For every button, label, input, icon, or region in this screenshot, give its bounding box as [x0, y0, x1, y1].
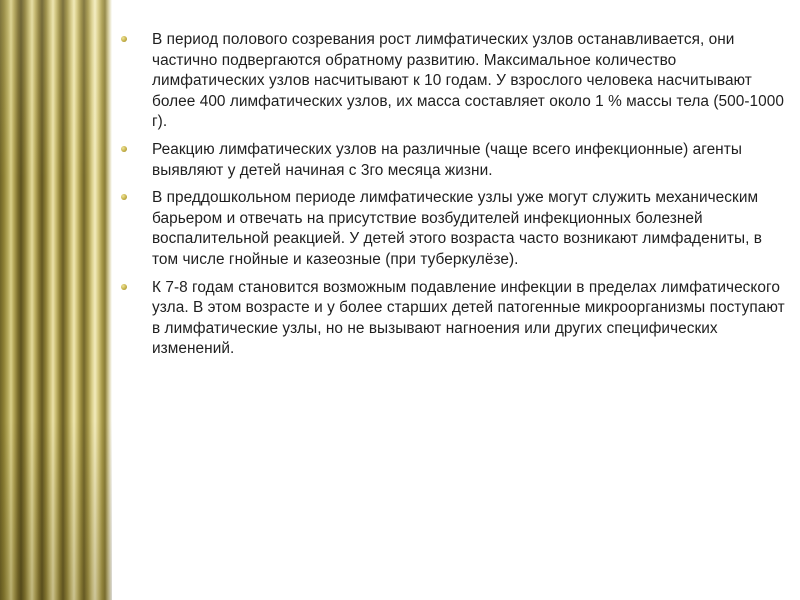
bullet-text: К 7-8 годам становится возможным подавление инфекции в пределах лимфатического узла. В этом возрасте и у более старших детей патогенные микроорганизмы поступают в лимфатические узлы, но не вызывают нагноения или других специфических изменений. — [152, 278, 785, 358]
slide-content — [118, 30, 786, 367]
bullet-dot-icon — [121, 36, 127, 42]
bullet-text: В период полового созревания рост лимфатических узлов останавливается, они частично подвергаются обратному развитию. Максимальное количество лимфатических узлов насчитывают к 10 годам. У взрослого человека насчитывают более 400 лимфатических узлов, их масса составляет около 1 % массы тела (500-1000 г). — [152, 31, 784, 131]
bullet-list — [118, 30, 786, 360]
bullet-item — [118, 30, 786, 133]
bullet-item — [118, 188, 786, 270]
bullet-text: В преддошкольном периоде лимфатические узлы уже могут служить механическим барьером и отвечать на присутствие возбудителей инфекционных болезней воспалительной реакцией. У детей этого возраста часто возникают лимфадениты, в том числе гнойные и казеозные (при туберкулёзе). — [152, 189, 762, 268]
bullet-item — [118, 140, 786, 181]
bullet-item — [118, 278, 786, 360]
bullet-dot-icon — [121, 194, 127, 200]
bullet-text: Реакцию лимфатических узлов на различные (чаще всего инфекционные) агенты выявляют у детей начиная с 3го месяца жизни. — [152, 140, 742, 179]
bullet-dot-icon — [121, 146, 127, 152]
bullet-dot-icon — [121, 284, 127, 290]
curtain-shading — [0, 0, 112, 600]
